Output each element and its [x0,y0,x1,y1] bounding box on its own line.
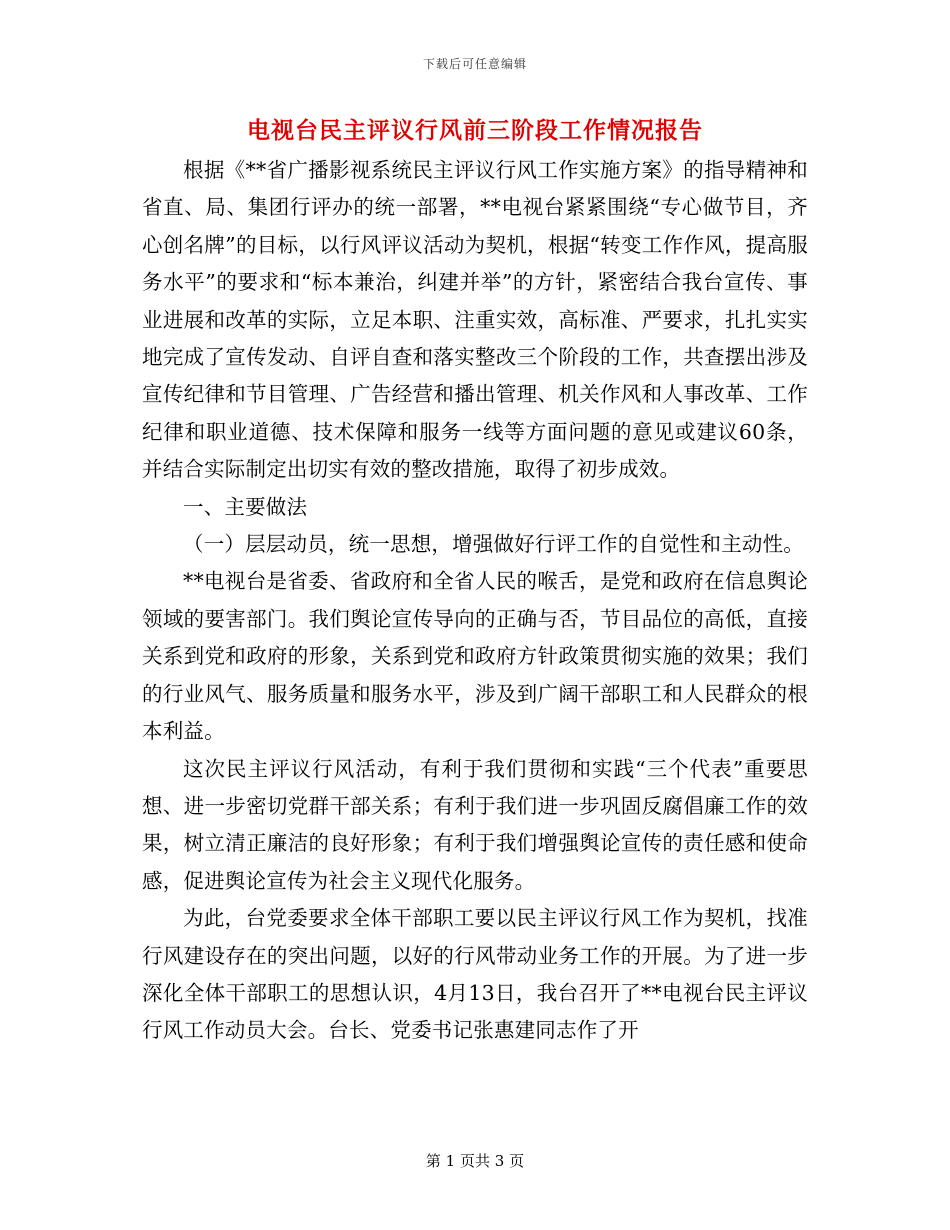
document-title: 电视台民主评议行风前三阶段工作情况报告 [247,117,703,144]
paragraph-station-role: **电视台是省委、省政府和全省人民的喉舌，是党和政府在信息舆论领域的要害部门。我们舆论宣传导向的正确与否，节目品位的高低，直接关系到党和政府的形象，关系到党和政府方针政策贯彻实施的效果；我们的行业风气、服务质量和服务水平，涉及到广阔干部职工和人民群众的根本利益。 [142,569,808,744]
section-heading-main-practices: 一、主要做法 [183,494,308,519]
subsection-heading-mobilization: （一）层层动员，统一思想，增强做好行评工作的自觉性和主动性。 [183,532,804,557]
document-body [142,152,808,1050]
paragraph-activity-benefits: 这次民主评议行风活动，有利于我们贯彻和实践“三个代表”重要思想、进一步密切党群干部关系；有利于我们进一步巩固反腐倡廉工作的效果，树立清正廉洁的良好形象；有利于我们增强舆论宣传的责任感和使命感，促进舆论宣传为社会主义现代化服务。 [142,756,808,893]
paragraph-intro: 根据《**省广播影视系统民主评议行风工作实施方案》的指导精神和省直、局、集团行评办的统一部署，**电视台紧紧围绕“专心做节目，齐心创名牌”的目标，以行风评议活动为契机，根据“转变工作作风，提高服务水平”的要求和“标本兼治，纠建并举”的方针，紧密结合我台宣传、事业进展和改革的实际，立足本职、注重实效，高标准、严要求，扎扎实实地完成了宣传发动、自评自查和落实整改三个阶段的工作，共查摆出涉及宣传纪律和节目管理、广告经营和播出管理、机关作风和人事改革、工作纪律和职业道德、技术保障和服务一线等方面问题的意见或建议60条，并结合实际制定出切实有效的整改措施，取得了初步成效。 [142,158,808,482]
paragraph-mobilization-meeting: 为此，台党委要求全体干部职工要以民主评议行风工作为契机，找准行风建设存在的突出问题，以好的行风带动业务工作的开展。为了进一步深化全体干部职工的思想认识，4月13日，我台召开了**电视台民主评议行风工作动员大会。台长、党委书记张惠建同志作了开 [142,906,808,1043]
page-footer: 第 1 页共 3 页 [425,1152,525,1170]
header-note: 下载后可任意编辑 [422,57,527,71]
